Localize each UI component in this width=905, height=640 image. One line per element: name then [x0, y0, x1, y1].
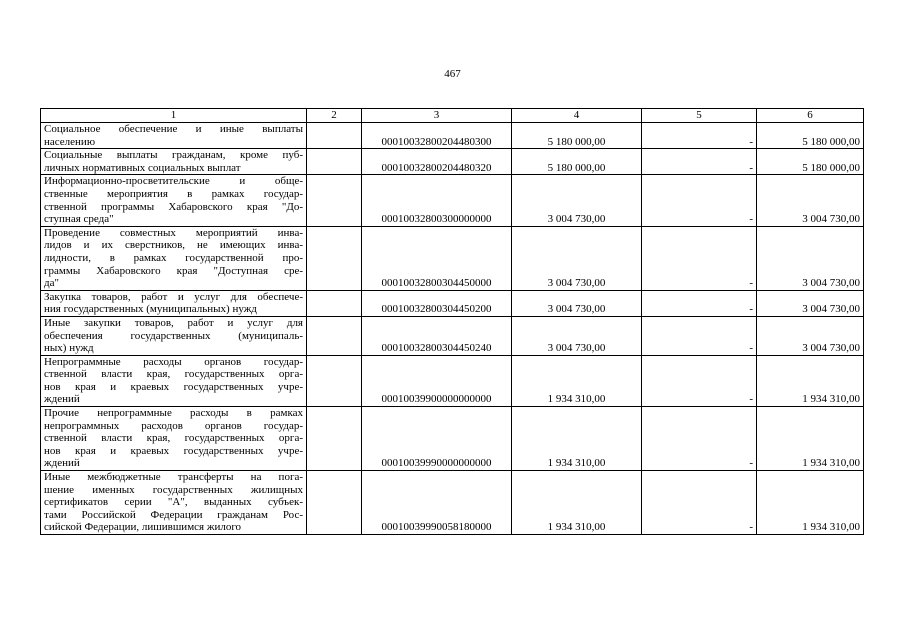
row-col-5: -	[642, 290, 757, 316]
row-description	[41, 290, 307, 316]
header-col-1: 1	[41, 109, 307, 123]
row-description	[41, 355, 307, 406]
row-description	[41, 123, 307, 149]
row-col-2	[307, 123, 362, 149]
row-col-5: -	[642, 149, 757, 175]
row-amount: 1 934 310,00	[512, 407, 642, 471]
description-line: сийской Федерации, лишившимся жилого	[44, 521, 242, 534]
page-number: 467	[444, 68, 461, 80]
description-line: Социальное обеспечение и иные выплаты	[44, 123, 303, 135]
row-code: 00010032800300000000	[362, 175, 512, 226]
row-col-2	[307, 355, 362, 406]
table-row	[41, 355, 864, 406]
description-line: ждений	[44, 393, 80, 406]
description-line: ния государственных (муниципальных) нужд	[44, 303, 257, 316]
description-line: ных) нужд	[44, 342, 94, 355]
description-line: Иные межбюджетные трансферты на пога-	[44, 471, 303, 484]
description-line: ждений	[44, 457, 80, 470]
row-code: 00010032800304450000	[362, 226, 512, 290]
table-header	[41, 109, 864, 123]
description-line: населению	[44, 135, 96, 148]
row-description	[41, 316, 307, 355]
description-line: лидов и их сверстников, не имеющих инва-	[44, 239, 303, 252]
row-col-5: -	[642, 316, 757, 355]
description-line: сертификатов серии "А", выданных субъек-	[44, 496, 303, 509]
row-code: 00010032800204480320	[362, 149, 512, 175]
description-line: Проведение совместных мероприятий инва-	[44, 226, 303, 239]
row-amount: 5 180 000,00	[512, 149, 642, 175]
row-description	[41, 407, 307, 471]
table-row	[41, 149, 864, 175]
row-code: 00010039900000000000	[362, 355, 512, 406]
table-row	[41, 316, 864, 355]
description-line: ственной программы Хабаровского края "До-	[44, 200, 303, 213]
header-col-3: 3	[362, 109, 512, 123]
description-line: Непрограммные расходы органов государ-	[44, 355, 303, 368]
header-row	[41, 109, 864, 123]
budget-table	[40, 108, 864, 535]
row-description	[41, 175, 307, 226]
description-line: Закупка товаров, работ и услуг для обеспече-	[44, 290, 303, 303]
table-row	[41, 175, 864, 226]
description-line: обеспечения государственных (муниципаль-	[44, 329, 303, 342]
row-col-2	[307, 316, 362, 355]
description-line: Информационно-просветительские и обще-	[44, 175, 303, 188]
row-amount: 5 180 000,00	[512, 123, 642, 149]
row-description	[41, 471, 307, 535]
description-line: ственные мероприятия в рамках государ-	[44, 187, 303, 200]
description-line: Социальные выплаты гражданам, кроме пуб-	[44, 149, 303, 162]
row-amount: 3 004 730,00	[512, 226, 642, 290]
table-row	[41, 123, 864, 149]
row-col-2	[307, 175, 362, 226]
row-total: 1 934 310,00	[757, 471, 864, 535]
description-line: непрограммных расходов органов государ-	[44, 419, 303, 432]
description-line: Иные закупки товаров, работ и услуг для	[44, 316, 303, 329]
row-description	[41, 226, 307, 290]
description-line: тами Российской Федерации гражданам Рос-	[44, 508, 303, 521]
row-total: 5 180 000,00	[757, 149, 864, 175]
row-amount: 3 004 730,00	[512, 316, 642, 355]
table-row	[41, 290, 864, 316]
row-amount: 1 934 310,00	[512, 355, 642, 406]
description-line: ступная среда"	[44, 213, 114, 226]
description-line: ственной власти края, государственных орга-	[44, 368, 303, 381]
row-description	[41, 149, 307, 175]
row-code: 00010039990058180000	[362, 471, 512, 535]
description-line: граммы Хабаровского края "Доступная сре-	[44, 264, 303, 277]
row-col-5: -	[642, 226, 757, 290]
row-col-2	[307, 226, 362, 290]
description-line: нов края и краевых государственных учре-	[44, 444, 303, 457]
row-col-5: -	[642, 355, 757, 406]
row-total: 5 180 000,00	[757, 123, 864, 149]
row-total: 1 934 310,00	[757, 407, 864, 471]
row-amount: 3 004 730,00	[512, 290, 642, 316]
description-line: да"	[44, 277, 59, 290]
row-total: 3 004 730,00	[757, 175, 864, 226]
description-line: Прочие непрограммные расходы в рамках	[44, 407, 303, 420]
header-col-4: 4	[512, 109, 642, 123]
row-total: 1 934 310,00	[757, 355, 864, 406]
table-row	[41, 226, 864, 290]
row-col-5: -	[642, 123, 757, 149]
row-col-2	[307, 149, 362, 175]
description-line: лидности, в рамках государственной про-	[44, 251, 303, 264]
row-col-5: -	[642, 175, 757, 226]
row-col-2	[307, 290, 362, 316]
row-total: 3 004 730,00	[757, 226, 864, 290]
header-col-6: 6	[757, 109, 864, 123]
row-code: 00010039990000000000	[362, 407, 512, 471]
table-row	[41, 407, 864, 471]
row-amount: 1 934 310,00	[512, 471, 642, 535]
row-code: 00010032800304450200	[362, 290, 512, 316]
header-col-5: 5	[642, 109, 757, 123]
description-line: личных нормативных социальных выплат	[44, 161, 241, 174]
row-col-5: -	[642, 471, 757, 535]
table-body	[41, 123, 864, 535]
row-code: 00010032800304450240	[362, 316, 512, 355]
row-total: 3 004 730,00	[757, 316, 864, 355]
header-col-2: 2	[307, 109, 362, 123]
row-col-5: -	[642, 407, 757, 471]
row-amount: 3 004 730,00	[512, 175, 642, 226]
row-col-2	[307, 471, 362, 535]
row-total: 3 004 730,00	[757, 290, 864, 316]
description-line: ственной власти края, государственных орга-	[44, 432, 303, 445]
table-row	[41, 471, 864, 535]
row-col-2	[307, 407, 362, 471]
description-line: нов края и краевых государственных учре-	[44, 380, 303, 393]
row-code: 00010032800204480300	[362, 123, 512, 149]
description-line: шение именных государственных жилищных	[44, 483, 303, 496]
